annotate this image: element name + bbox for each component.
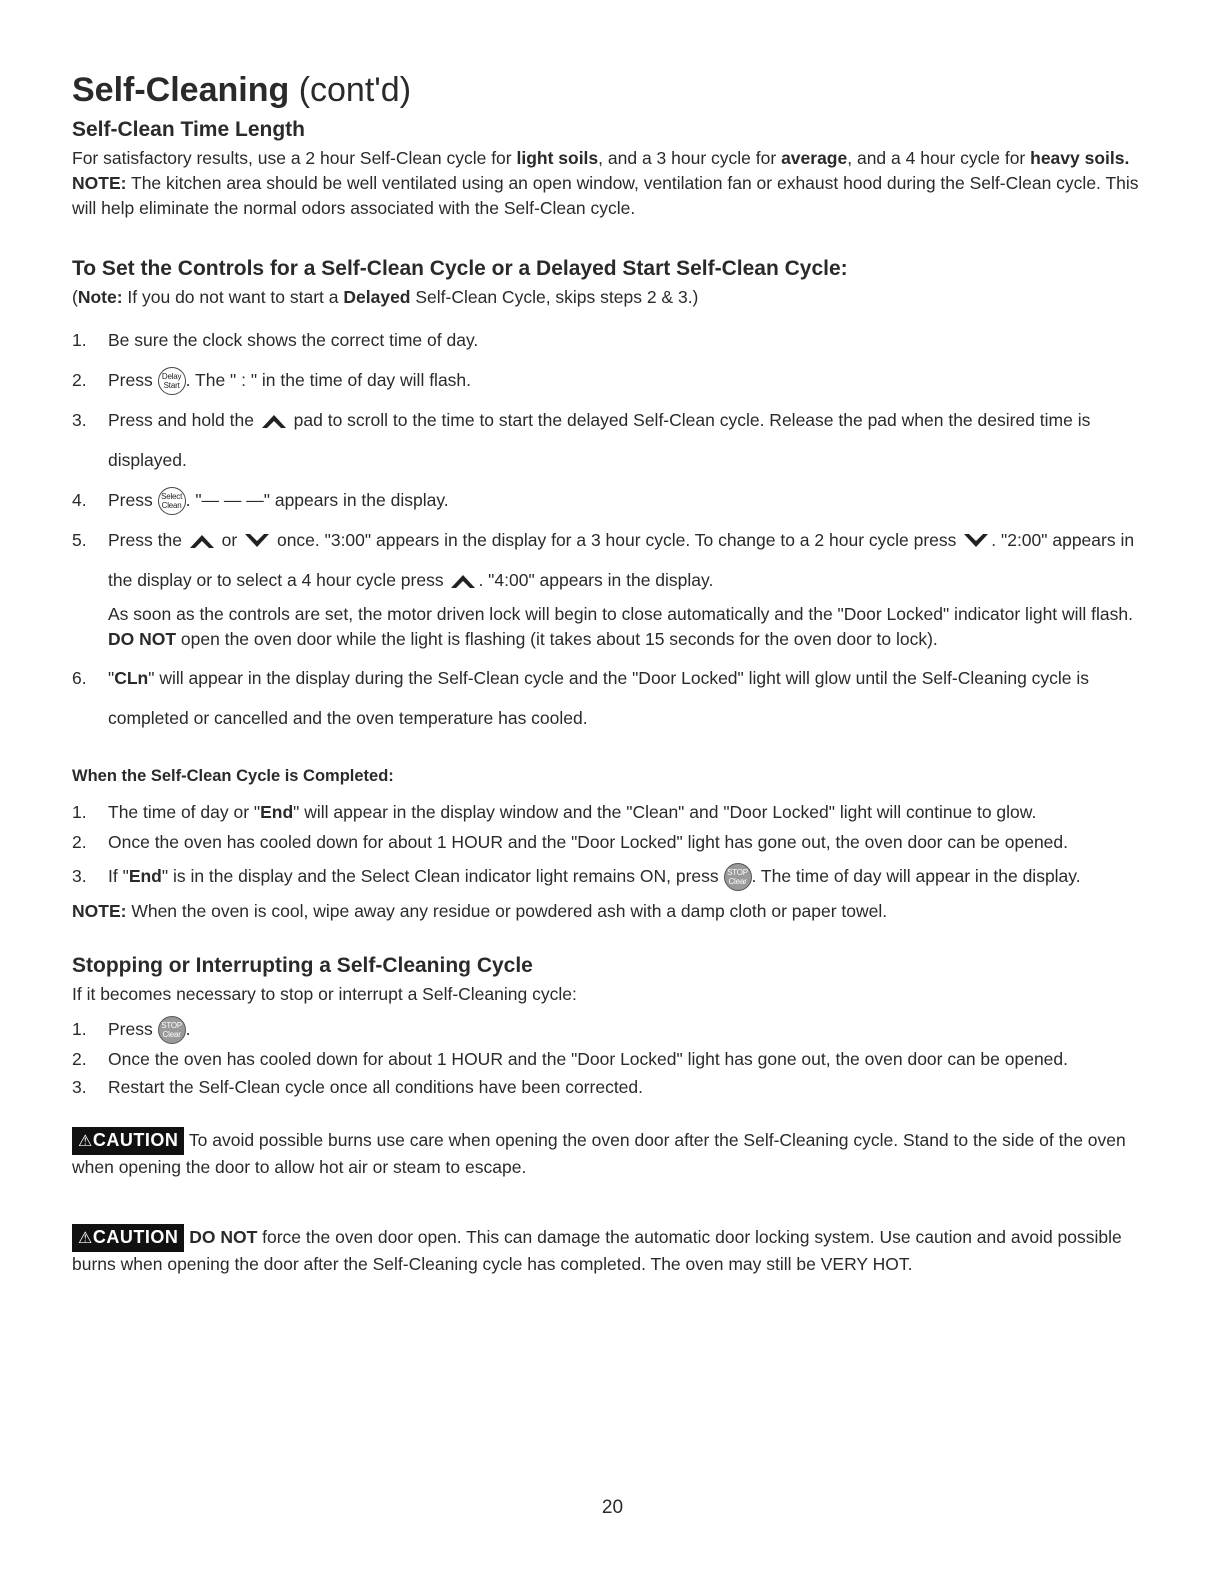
completed-note: NOTE: When the oven is cool, wipe away any residue or powdered ash with a damp cloth or paper towel. xyxy=(72,901,888,921)
up-arrow-icon xyxy=(448,573,478,589)
stopping-heading: Stopping or Interrupting a Self-Cleaning Cycle xyxy=(72,954,533,977)
up-arrow-icon xyxy=(259,413,289,429)
set-controls-heading: To Set the Controls for a Self-Clean Cycle or a Delayed Start Self-Clean Cycle: xyxy=(72,257,848,280)
stop-clear-button-icon: STOP Clear xyxy=(158,1016,186,1044)
down-arrow-icon xyxy=(242,533,272,549)
caution-label: ⚠CAUTION xyxy=(72,1224,184,1252)
up-arrow-icon xyxy=(187,533,217,549)
warning-icon: ⚠ xyxy=(78,1133,93,1150)
stopping-steps xyxy=(72,1011,1140,1099)
list-item: 5. Press the or once. "3:00" appears in the display for a 3 hour cycle. To change to a 2 hour cycle press . "2:00" appears in the display or to select a 4 hour cycle press . "4:00" appears in the display. As soon as the controls are set, the motor driven lock will begin to close automatically and the "Door Locked" indicator light will flash. DO NOT open the oven door while the light is flashing (it takes about 15 seconds for the oven door to lock). xyxy=(72,520,1140,652)
stopping-intro: If it becomes necessary to stop or interrupt a Self-Cleaning cycle: xyxy=(72,984,577,1004)
delay-start-button-icon: Delay Start xyxy=(158,367,186,395)
set-controls-note: (Note: If you do not want to start a Delayed Self-Clean Cycle, skips steps 2 & 3.) xyxy=(72,287,699,307)
completed-heading: When the Self-Clean Cycle is Completed: xyxy=(72,767,394,785)
completed-steps xyxy=(72,800,1140,893)
caution-label: ⚠CAUTION xyxy=(72,1127,184,1155)
time-length-heading: Self-Clean Time Length xyxy=(72,118,305,141)
list-item: 1. The time of day or "End" will appear in the display window and the "Clean" and "Door Locked" light will continue to glow. xyxy=(72,802,1037,822)
time-length-paragraph: For satisfactory results, use a 2 hour Self-Clean cycle for light soils, and a 3 hour cycle for average, and a 4 hour cycle for heavy soils. NOTE: The kitchen area should be well ventilated using an open window, ventilation fan or exhaust hood during the Self-Clean cycle. This will help eliminate the normal odors associated with the Self-Clean cycle. xyxy=(72,148,1139,218)
page-content xyxy=(72,68,1140,1277)
title-suffix: (cont'd) xyxy=(298,71,412,109)
select-clean-button-icon: Select Clean xyxy=(158,487,186,515)
step5-detail: As soon as the controls are set, the motor driven lock will begin to close automatically and the "Door Locked" indicator light will flash. DO NOT open the oven door while the light is flashing (it takes about 15 seconds for the oven door to lock). xyxy=(108,604,1134,649)
list-item: 2. Once the oven has cooled down for about 1 HOUR and the "Door Locked" light has gone out, the oven door can be opened. xyxy=(72,832,1069,852)
list-item: 6. "CLn" will appear in the display during the Self-Clean cycle and the "Door Locked" light will glow until the Self-Cleaning cycle is completed or cancelled and the oven temperature has cooled. xyxy=(72,668,1090,728)
list-item: 3. Press and hold the pad to scroll to the time to start the delayed Self-Clean cycle. Release the pad when the desired time is displayed. xyxy=(72,410,1091,470)
title-main: Self-Cleaning xyxy=(72,71,290,109)
list-item: 2. Once the oven has cooled down for about 1 HOUR and the "Door Locked" light has gone out, the oven door can be opened. xyxy=(72,1049,1069,1069)
list-item: 1. Press STOP Clear . xyxy=(72,1011,1140,1047)
page-number: 20 xyxy=(601,1497,624,1518)
caution-paragraph-2: ⚠CAUTION DO NOT force the oven door open. This can damage the automatic door locking system. Use caution and avoid possible burns when opening the door after the Self-Cleaning cycle has completed. The oven may still be VERY HOT. xyxy=(72,1224,1140,1277)
set-controls-steps xyxy=(72,320,1140,738)
stop-clear-button-icon: STOP Clear xyxy=(724,863,752,891)
caution-paragraph-1: ⚠CAUTION To avoid possible burns use care when opening the oven door after the Self-Cleaning cycle. Stand to the side of the oven when opening the door to allow hot air or steam to escape. xyxy=(72,1127,1140,1180)
list-item: 3. If "End" is in the display and the Select Clean indicator light remains ON, press STOP Clear . The time of day will appear in the display. xyxy=(72,860,1140,893)
list-item: 2. Press Delay Start . The " : " in the time of day will flash. xyxy=(72,360,1140,400)
warning-icon: ⚠ xyxy=(78,1230,93,1247)
list-item: 3. Restart the Self-Clean cycle once all conditions have been corrected. xyxy=(72,1077,644,1097)
down-arrow-icon xyxy=(961,533,991,549)
list-item: 1. Be sure the clock shows the correct time of day. xyxy=(72,330,479,350)
list-item: 4. Press Select Clean . "— — —" appears in the display. xyxy=(72,480,1140,520)
page-title xyxy=(72,68,1140,112)
